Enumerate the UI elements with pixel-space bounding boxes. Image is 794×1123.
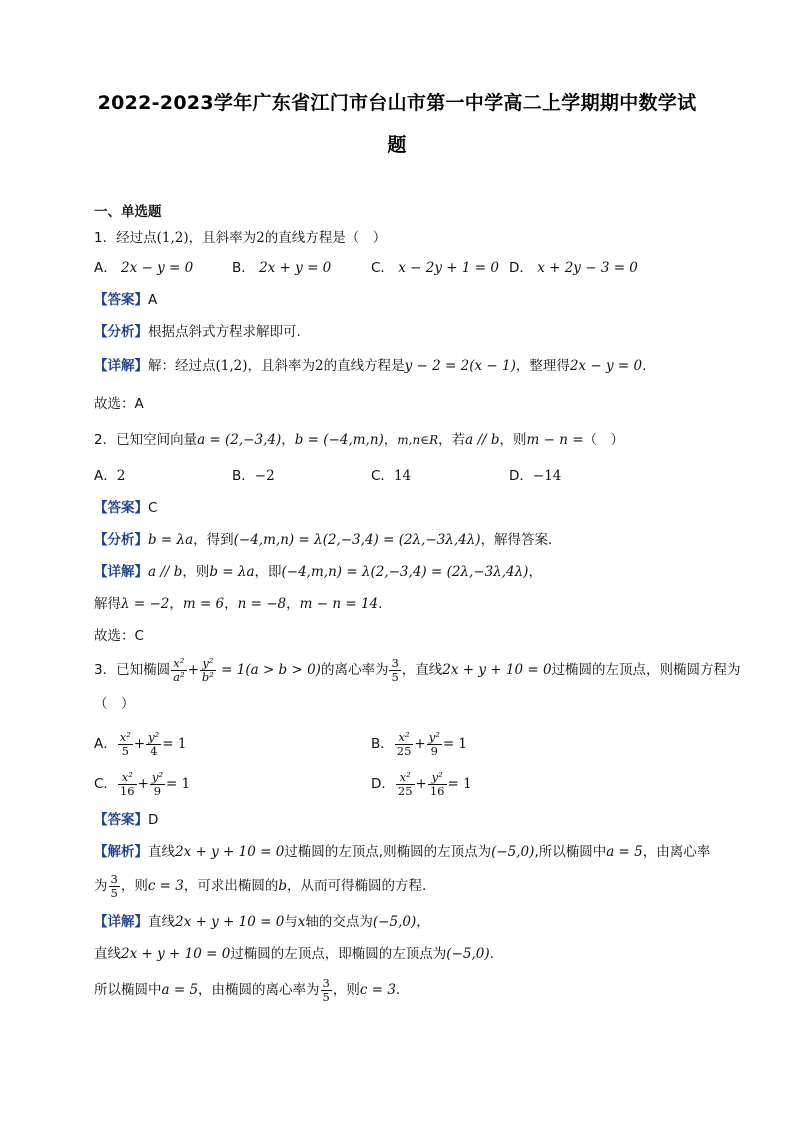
q3-option-d: D． $\frac{\text{x²}}{25}$ + $\frac{\text{y²}}{16}$ = 1 — [371, 769, 472, 798]
q1-choice: 故选：A — [94, 396, 144, 412]
q2-analysis: 【分析】b = λa，得到(−4,m,n) = λ(2,−3,4) = (2λ,−3λ,4λ)，解得答案. — [94, 532, 553, 548]
q2-option-d: D．−14 — [509, 468, 562, 484]
q1-option-d: D． x + 2y − 3 = 0 — [509, 260, 638, 276]
q3-option-a: A． $\frac{\text{x²}}{5}$ + $\frac{\text{y²}}{4}$ = 1 — [94, 729, 187, 758]
q3-jiexi-line2: 为 $\frac{3}{5}$ ，则c = 3，可求出椭圆的b，从而可得椭圆的方程. — [94, 871, 427, 900]
q1-detail: 【详解】解：经过点(1,2)，且斜率为2的直线方程是y − 2 = 2(x − 1)，整理得2x − y = 0. — [94, 358, 647, 374]
q3-detail-line3: 所以椭圆中a = 5，由椭圆的离心率为 $\frac{3}{5}$ ，则c = 3. — [94, 975, 401, 1004]
q2-detail: 【详解】a // b，则b = λa，即(−4,m,n) = λ(2,−3,4) = (2λ,−3λ,4λ)， — [94, 564, 542, 580]
q3-answer: 【答案】D — [94, 812, 159, 828]
q1-option-a: A． 2x − y = 0 — [94, 260, 194, 276]
q3-detail-line1: 【详解】直线2x + y + 10 = 0与x轴的交点为(−5,0)， — [94, 914, 430, 930]
q1-answer: 【答案】A — [94, 292, 158, 308]
q2-solve: 解得λ = −2，m = 6，n = −8，m − n = 14. — [94, 596, 383, 612]
q2-option-a: A．2 — [94, 468, 126, 484]
q3-jiexi-line1: 【解析】直线2x + y + 10 = 0过椭圆的左顶点,则椭圆的左顶点为(−5,0),所以椭圆中a = 5，由离心率 — [94, 844, 711, 860]
q1-option-b: B． 2x + y = 0 — [232, 260, 332, 276]
q2-choice: 故选：C — [94, 628, 144, 644]
q3-detail-line2: 直线2x + y + 10 = 0过椭圆的左顶点，即椭圆的左顶点为(−5,0). — [94, 946, 494, 962]
q3-option-b: B． $\frac{\text{x²}}{25}$ + $\frac{\text{y²}}{9}$ = 1 — [371, 729, 468, 758]
q1-analysis: 【分析】根据点斜式方程求解即可. — [94, 324, 301, 340]
section-heading: 一、单选题 — [94, 204, 162, 220]
q2-stem: 2．已知空间向量a = (2,−3,4)，b = (−4,m,n)，m,n∈R，若a // b，则m − n =（ ） — [94, 432, 625, 448]
q3-option-c: C． $\frac{\text{x²}}{16}$ + $\frac{\text{y²}}{9}$ = 1 — [94, 769, 191, 798]
document-title-line1: 2022-2023学年广东省江门市台山市第一中学高二上学期期中数学试 — [97, 92, 697, 114]
q1-stem: 1．经过点(1,2)，且斜率为2的直线方程是（ ） — [94, 230, 387, 246]
q3-stem: 3．已知椭圆 $\frac{\text{x²}}{\text{a²}}$ + $\frac{\text{y²}}{\text{b²}}$ = 1(a > b > 0)的离心率为 $\frac{3}{5}$ ，直线2x + y + 10 = 0过椭圆的左顶点，则椭圆方程为 — [94, 655, 741, 684]
q1-option-c: C． x − 2y + 1 = 0 — [371, 260, 499, 276]
q3-paren: （ ） — [94, 696, 135, 712]
q2-option-b: B．−2 — [232, 468, 275, 484]
document-title-line2: 题 — [387, 134, 407, 156]
q2-answer: 【答案】C — [94, 500, 158, 516]
q2-option-c: C．14 — [371, 468, 412, 484]
